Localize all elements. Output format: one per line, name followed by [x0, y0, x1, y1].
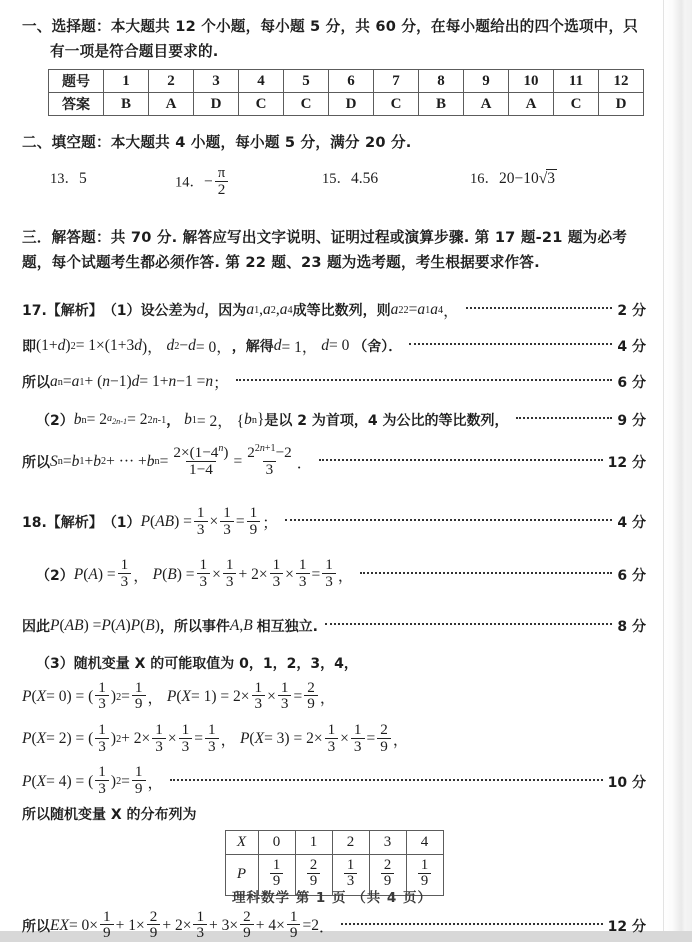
section-one-heading-line1: 一、选择题：本大题共 12 个小题，每小题 5 分，共 60 分，在每小题给出的四个选项中，只 [22, 18, 639, 35]
question-number-cell: 5 [284, 70, 329, 93]
problem-18-line-2: （2） P ( A ) = $\frac{1}{3}$ ， P ( B ) = $\frac{1}{3}$ × $\frac{1}{3}$ + 2× $\frac{1}{3}$ × $\frac{1}{3}$ = $\frac{1}{3}$ ， 6 分 [36, 556, 646, 591]
dot-leader [319, 458, 602, 461]
section-three-heading [22, 225, 646, 275]
dist-row-label-p: P [225, 854, 258, 895]
blank-answer-16: 16．20−10√3 [470, 170, 555, 187]
objective-answer-table [48, 69, 644, 116]
problem-17-line-2: 即 (1+ d ) 2 = 1×(1+3 d )， d 2 − d = 0， ，解得 d = 1， d = 0 （舍）． 4 分 [22, 337, 646, 356]
dot-leader [325, 622, 612, 625]
blank-14-value: − $\frac{\pi}{2}$ [204, 173, 230, 190]
problem-18-score-ex: 12 分 [607, 918, 646, 935]
dot-leader [170, 778, 603, 781]
answer-cell: D [599, 93, 644, 116]
problem-17-label: 17.【解析】 [22, 303, 103, 319]
objective-answer-table-wrapper [48, 69, 646, 116]
problem-17-line-5: 所以 S n = b 1 + b 2 + ··· + b n = $\frac{2\times(1-4^n)}{1-4}$ = $\frac{2^{2n+1}-2}{3}$ ． 12 分 [22, 442, 646, 478]
answer-cell: A [149, 93, 194, 116]
question-number-cell: 3 [194, 70, 239, 93]
problem-18-line-5: P ( X = 0) = ( $\frac{1}{3}$ ) 2 = $\frac{1}{9}$ ， P ( X = 1) = 2× $\frac{1}{3}$ × $\frac{1}{3}$ = $\frac{2}{9}$ ， [22, 678, 336, 713]
dist-p-cell: $\frac{2}{9}$ [369, 854, 406, 895]
blank-16-value: 20−10√3 [499, 170, 555, 187]
fill-blank-answers-row [22, 164, 646, 211]
question-number-cell: 8 [419, 70, 464, 93]
dist-p-cell: $\frac{1}{9}$ [258, 854, 295, 895]
table-row-x [225, 830, 443, 854]
problem-18-score-3: 8 分 [617, 618, 646, 635]
problem-18-line-1: 18.【解析】 （1） P ( AB ) = $\frac{1}{3}$ × $\frac{1}{3}$ = $\frac{1}{9}$ ； 4 分 [22, 504, 646, 538]
question-number-cell: 7 [374, 70, 419, 93]
dot-leader [466, 306, 613, 309]
problem-18-line-6: P ( X = 2) = ( $\frac{1}{3}$ ) 2 + 2× $\frac{1}{3}$ × $\frac{1}{3}$ = $\frac{1}{3}$ ， P ( X = 3) = 2× $\frac{1}{3}$ × $\frac{1}{3}$ = $\frac{2}{9}$ ， [22, 720, 409, 755]
expectation-value: 2 [311, 916, 319, 934]
row-label-answer: 答案 [49, 93, 104, 116]
dot-leader [236, 378, 613, 381]
dot-leader [341, 922, 602, 925]
problem-17-score-1: 2 分 [617, 303, 646, 319]
dist-x-cell: 3 [369, 830, 406, 854]
table-row-question-numbers [49, 70, 644, 93]
blank-answer-14: 14．− $\frac{\pi}{2}$ [175, 167, 230, 199]
question-number-cell: 2 [149, 70, 194, 93]
dot-leader [409, 342, 612, 345]
page-footer: 理科数学 第 1 页 （共 4 页） [232, 890, 432, 906]
problem-18-expectation-line: 所以 EX = 0× $\frac{1}{9}$ + 1× $\frac{2}{9}$ + 2× $\frac{1}{3}$ + 3× $\frac{2}{9}$ + 4× $\frac{1}{9}$ = 2 ． 12 分 [22, 907, 646, 942]
answer-cell: A [509, 93, 554, 116]
blank-15-value: 4.56 [351, 170, 379, 187]
problem-18-score-2: 6 分 [617, 567, 646, 584]
row-label-question: 题号 [49, 70, 104, 93]
dist-p-cell: $\frac{2}{9}$ [295, 854, 332, 895]
question-number-cell: 6 [329, 70, 374, 93]
section-one-heading-line2: 有一项是符合题目要求的. [50, 43, 219, 60]
dist-p-cell: $\frac{1}{9}$ [406, 854, 443, 895]
answer-cell: D [329, 93, 374, 116]
section-one-heading [22, 14, 646, 64]
problem-17-score-2: 4 分 [617, 339, 646, 355]
problem-18-score-7: 10 分 [607, 774, 646, 791]
dist-p-cell: $\frac{1}{3}$ [332, 854, 369, 895]
question-number-cell: 1 [104, 70, 149, 93]
problem-18-label: 18.【解析】 [22, 515, 103, 532]
dot-leader [516, 416, 613, 419]
answer-cell: B [104, 93, 149, 116]
dot-leader [360, 571, 612, 574]
distribution-intro: 所以随机变量 X 的分布列为 [22, 806, 197, 823]
problem-17-line-3: 所以 a n = a 1 + ( n −1) d = 1+ n −1 = n ； 6 分 [22, 373, 646, 392]
dist-x-cell: 1 [295, 830, 332, 854]
page-gutter-shadow [663, 0, 692, 931]
answer-cell: D [194, 93, 239, 116]
section-three-heading-line2: 题，每个试题考生都必须作答. 第 22 题、23 题为选考题，考生根据要求作答. [22, 254, 540, 271]
question-number-cell: 12 [599, 70, 644, 93]
problem-18-line-3: 因此 P ( AB ) = P ( A ) P ( B ) ，所以事件 A , B 相互独立. 8 分 [22, 616, 646, 635]
dist-x-cell: 4 [406, 830, 443, 854]
answer-cell: C [239, 93, 284, 116]
blank-answer-13: 13．5 [50, 170, 87, 187]
answer-cell: C [554, 93, 599, 116]
question-number-cell: 11 [554, 70, 599, 93]
dist-x-cell: 2 [332, 830, 369, 854]
dot-leader [285, 518, 613, 521]
section-two-heading: 二、填空题：本大题共 4 小题，每小题 5 分，满分 20 分. [22, 134, 412, 151]
answer-cell: C [374, 93, 419, 116]
dist-row-label-x: X [225, 830, 258, 854]
problem-17-score-5: 12 分 [607, 454, 646, 471]
problem-17-line-1: 17.【解析】 （1） 设公差为 d ，因为 a 1 , a 2 , a 4 成等比数列，则 a 2 2 = a 1 a 4 ， 2 分 [22, 301, 646, 320]
question-number-cell: 4 [239, 70, 284, 93]
random-variable-values-text: 随机变量 X 的可能取值为 0，1，2，3，4， [73, 655, 358, 672]
answer-cell: B [419, 93, 464, 116]
problem-18-line-4: （3） 随机变量 X 的可能取值为 0，1，2，3，4， [22, 653, 646, 673]
problem-18-line-7: P ( X = 4) = ( $\frac{1}{3}$ ) 2 = $\frac{1}{9}$ ， 10 分 [22, 763, 646, 797]
table-row-answers [49, 93, 644, 116]
problem-18-score-1: 4 分 [617, 515, 646, 532]
question-number-cell: 10 [509, 70, 554, 93]
section-three-heading-line1: 三．解答题：共 70 分. 解答应写出文字说明、证明过程或演算步骤. 第 17 题-21 题为必考 [22, 229, 628, 246]
problem-17-score-3: 6 分 [617, 375, 646, 391]
answer-cell: A [464, 93, 509, 116]
problem-17-score-4: 9 分 [617, 413, 646, 429]
blank-13-value: 5 [79, 170, 87, 187]
problem-17-line-4: （2） b n = 2 $a_{2n-1}$ = 2 2n-1 ， b 1 = 2， { b n } 是以 2 为首项，4 为公比的等比数列， 9 分 [36, 411, 646, 430]
answer-cell: C [284, 93, 329, 116]
blank-answer-15: 15．4.56 [322, 170, 379, 187]
question-number-cell: 9 [464, 70, 509, 93]
dist-x-cell: 0 [258, 830, 295, 854]
